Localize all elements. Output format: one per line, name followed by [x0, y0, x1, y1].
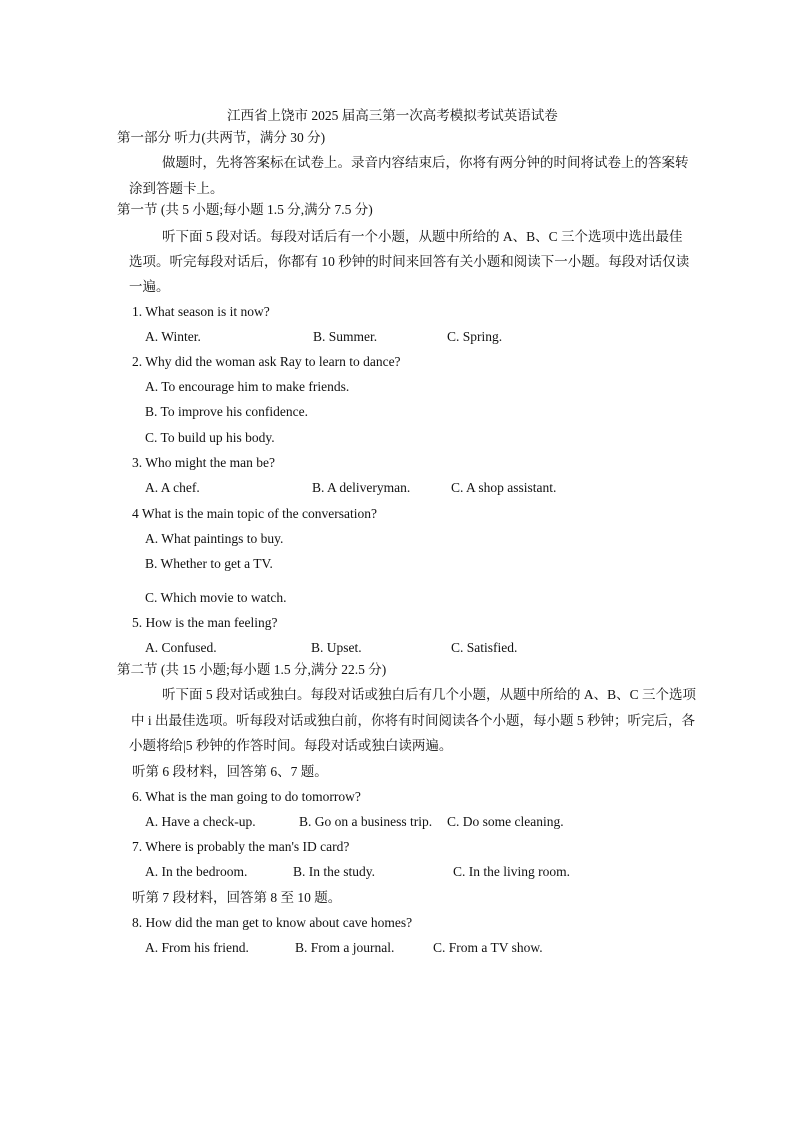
question-1-option-c: C. Spring. — [447, 329, 503, 344]
question-6-option-b: B. Go on a business trip. — [299, 814, 433, 829]
question-3-stem: 3. Who might the man be? — [132, 455, 275, 470]
part1-instruction-line1: 做题时，先将答案标在试卷上。录音内容结束后，你将有两分钟的时间将试卷上的答案转 — [162, 155, 689, 170]
question-3-option-a: A. A chef. — [145, 480, 200, 495]
question-3-option-c: C. A shop assistant. — [451, 480, 557, 495]
question-2-option-b: B. To improve his confidence. — [145, 404, 309, 419]
question-5-stem: 5. How is the man feeling? — [132, 615, 278, 630]
question-4-option-b: B. Whether to get a TV. — [145, 556, 273, 571]
question-2-stem: 2. Why did the woman ask Ray to learn to dance? — [132, 354, 401, 369]
section1-instruction-line3: 一遍。 — [129, 279, 170, 294]
section2-heading: 第二节 (共 15 小题;每小题 1.5 分,满分 22.5 分) — [117, 662, 387, 677]
question-7-option-a: A. In the bedroom. — [145, 864, 248, 879]
question-8-option-a: A. From his friend. — [145, 940, 249, 955]
question-6-option-c: C. Do some cleaning. — [447, 814, 564, 829]
question-1-option-b: B. Summer. — [313, 329, 378, 344]
question-1-stem: 1. What season is it now? — [132, 304, 270, 319]
question-6-option-a: A. Have a check-up. — [145, 814, 256, 829]
section2-instruction-line1: 听下面 5 段对话或独白。每段对话或独白后有几个小题，从题中所给的 A、B、C 三个选项 — [162, 687, 697, 702]
material-7-note: 听第 7 段材料，回答第 8 至 10 题。 — [132, 890, 342, 905]
question-1-option-a: A. Winter. — [145, 329, 201, 344]
page-title: 江西省上饶市 2025 届高三第一次高考模拟考试英语试卷 — [227, 108, 558, 123]
question-2-option-c: C. To build up his body. — [145, 430, 275, 445]
question-5-option-a: A. Confused. — [145, 640, 217, 655]
section1-heading: 第一节 (共 5 小题;每小题 1.5 分,满分 7.5 分) — [117, 202, 373, 217]
question-4-stem: 4 What is the main topic of the conversation? — [132, 506, 377, 521]
question-5-option-c: C. Satisfied. — [451, 640, 518, 655]
part1-heading: 第一部分 听力(共两节，满分 30 分) — [117, 130, 326, 145]
material-6-note: 听第 6 段材料，回答第 6、7 题。 — [132, 764, 328, 779]
question-8-option-c: C. From a TV show. — [433, 940, 543, 955]
question-2-option-a: A. To encourage him to make friends. — [145, 379, 350, 394]
question-7-stem: 7. Where is probably the man's ID card? — [132, 839, 350, 854]
part1-instruction-line2: 涂到答题卡上。 — [129, 181, 224, 196]
section1-instruction-line2: 选项。听完每段对话后，你都有 10 秒钟的时间来回答有关小题和阅读下一小题。每段对话仅读 — [129, 254, 690, 269]
question-6-stem: 6. What is the man going to do tomorrow? — [132, 789, 361, 804]
question-8-option-b: B. From a journal. — [295, 940, 395, 955]
section2-instruction-line2: 中 i 出最佳选项。听每段对话或独白前，你将有时间阅读各个小题，每小题 5 秒钟；听完后，各 — [131, 713, 695, 728]
question-3-option-b: B. A deliveryman. — [312, 480, 411, 495]
section1-instruction-line1: 听下面 5 段对话。每段对话后有一个小题，从题中所给的 A、B、C 三个选项中选出最佳 — [162, 229, 683, 244]
question-4-option-c: C. Which movie to watch. — [145, 590, 287, 605]
question-5-option-b: B. Upset. — [311, 640, 362, 655]
question-4-option-a: A. What paintings to buy. — [145, 531, 284, 546]
question-8-stem: 8. How did the man get to know about cave homes? — [132, 915, 413, 930]
section2-instruction-line3: 小题将给|5 秒钟的作答时间。每段对话或独白读两遍。 — [129, 738, 453, 753]
question-7-option-c: C. In the living room. — [453, 864, 570, 879]
question-7-option-b: B. In the study. — [293, 864, 375, 879]
